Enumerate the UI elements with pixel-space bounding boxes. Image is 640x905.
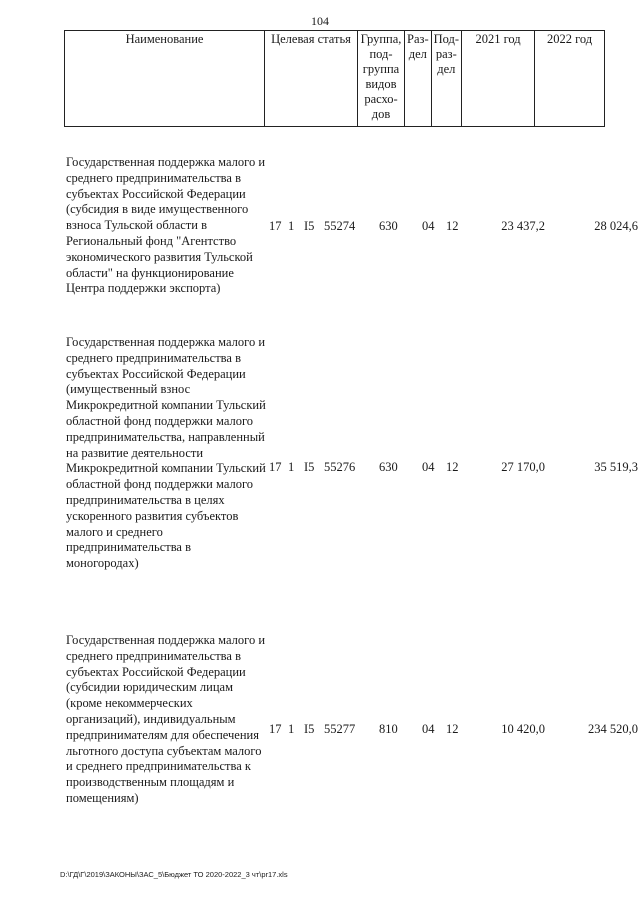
header-group: Группа, под-группа видов расхо-дов [358,31,405,127]
header-code: Целевая статья [265,31,358,127]
code-program: 17 [269,722,282,736]
amount-2022: 234 520,0 [588,722,638,736]
subsection-code: 12 [446,722,459,736]
page-number: 104 [311,14,329,28]
table-row [66,155,638,305]
code-project: I5 [304,219,315,233]
header-year-2021: 2021 год [462,31,535,127]
group-code: 630 [379,460,398,474]
row-name: Государственная поддержка малого и среднего предпринимательства в субъектах Российской Федерации (имущественный взнос Микрокредитной компании Тульский областной фонд поддержки малого предпринимательства, направленный на развитие деятельности Микрокредитной компании Тульский областной фонд поддержки малого предпринимательства в целях ускоренного развития субъектов малого и среднего предпринимательства в моногородах) [66,335,266,571]
code-direction: 55276 [324,460,356,474]
file-path-footer: D:\ГД\Г\2019\ЗАКОНЫ\ЗАС_5\Бюджет ТО 2020-2022_3 чт\pr17.xls [60,870,288,879]
section-code: 04 [422,722,435,736]
table-row [66,335,638,610]
code-direction: 55274 [324,219,356,233]
amount-2022: 28 024,6 [594,219,638,233]
section-code: 04 [422,219,435,233]
code-subprogram: 1 [288,722,295,736]
subsection-code: 12 [446,219,459,233]
code-subprogram: 1 [288,460,295,474]
group-code: 630 [379,219,398,233]
budget-table-header [64,30,605,127]
code-subprogram: 1 [288,219,295,233]
group-code: 810 [379,722,398,736]
table-row [66,633,638,833]
header-name: Наименование [65,31,265,127]
code-project: I5 [304,460,315,474]
amount-2022: 35 519,3 [594,460,638,474]
row-name: Государственная поддержка малого и среднего предпринимательства в субъектах Российской Федерации (субсидия в виде имущественного взноса Тульской области в Региональный фонд "Агентство экономического развития Тульской области" на функционирование Центра поддержки экспорта) [66,155,266,296]
code-program: 17 [269,460,282,474]
code-project: I5 [304,722,315,736]
header-year-2022: 2022 год [535,31,605,127]
row-name: Государственная поддержка малого и среднего предпринимательства в субъектах Российской Федерации (субсидии юридическим лицам (кроме некоммерческих организаций), индивидуальным предпринимателям для обеспечения льготного доступа субъектам малого и среднего предпринимательства к производственным площадям и помещениям) [66,633,266,805]
header-section: Раз-дел [405,31,432,127]
code-direction: 55277 [324,722,356,736]
amount-2021: 10 420,0 [501,722,545,736]
amount-2021: 23 437,2 [501,219,545,233]
subsection-code: 12 [446,460,459,474]
code-program: 17 [269,219,282,233]
header-subsection: Под-раз-дел [431,31,461,127]
amount-2021: 27 170,0 [501,460,545,474]
section-code: 04 [422,460,435,474]
